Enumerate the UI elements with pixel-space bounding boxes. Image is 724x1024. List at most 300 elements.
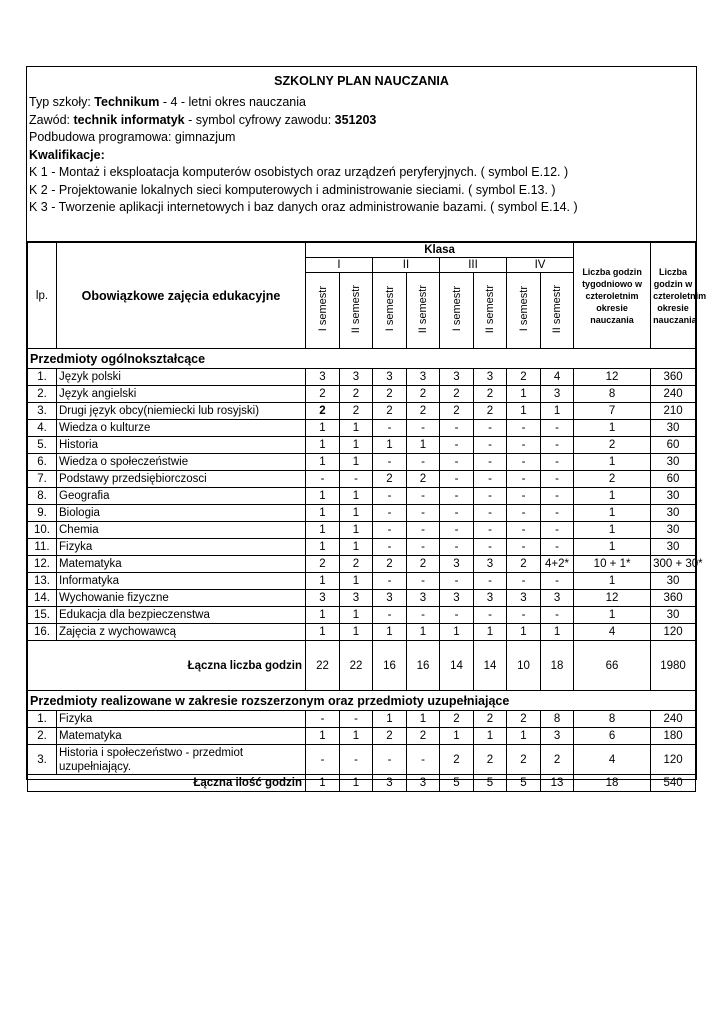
semester-hours: 2	[306, 403, 340, 420]
row-number: 6.	[28, 454, 57, 471]
semester-hours: -	[407, 607, 440, 624]
semester-header-label: II semestr	[417, 284, 429, 334]
semester-hours: 2	[507, 369, 541, 386]
semester-hours: 2	[507, 711, 541, 728]
semester-hours: -	[507, 488, 541, 505]
semester-hours: 1	[306, 539, 340, 556]
semester-hours: 1	[507, 403, 541, 420]
semester-header	[407, 273, 440, 349]
weekly-hours: 1	[574, 522, 651, 539]
school-type-line	[27, 94, 696, 112]
semester-hours: -	[407, 522, 440, 539]
semester-hours: 2	[407, 556, 440, 573]
total-hours: 60	[651, 437, 696, 454]
semester-hours: 3	[440, 590, 474, 607]
class-header-4: IV	[507, 258, 574, 273]
total-hours: 360	[651, 590, 696, 607]
semester-hours: -	[440, 471, 474, 488]
semester-hours: 1	[340, 488, 373, 505]
semester-hours: -	[474, 505, 507, 522]
semester-hours: 1	[306, 728, 340, 745]
row-number: 15.	[28, 607, 57, 624]
semester-hours: 2	[306, 556, 340, 573]
school-type-rest: - 4 - letni okres nauczania	[159, 95, 306, 109]
table-row	[28, 573, 696, 590]
semester-hours: -	[541, 437, 574, 454]
subject-name: Historia i społeczeństwo - przedmiot uzupełniający.	[57, 745, 306, 775]
row-number: 1.	[28, 711, 57, 728]
weekly-hours: 4	[574, 745, 651, 775]
semester-hours: 2	[440, 711, 474, 728]
semester-hours: 4+2*	[541, 556, 574, 573]
semester-hours: -	[440, 420, 474, 437]
semester-hours: 3	[541, 728, 574, 745]
total-hours: 60	[651, 471, 696, 488]
subject-name: Matematyka	[57, 556, 306, 573]
semester-hours: -	[541, 420, 574, 437]
sum-semester-hours: 22	[340, 641, 373, 691]
sum-semester-hours: 3	[407, 775, 440, 792]
row-number: 9.	[28, 505, 57, 522]
sum-row	[28, 641, 696, 691]
semester-hours: 1	[306, 420, 340, 437]
sum-row	[28, 775, 696, 792]
subject-name: Historia	[57, 437, 306, 454]
semester-header	[541, 273, 574, 349]
semester-hours: -	[507, 471, 541, 488]
subject-name: Język polski	[57, 369, 306, 386]
semester-header-label: I semestr	[383, 286, 396, 332]
semester-hours: -	[541, 471, 574, 488]
klasa-header: Klasa	[306, 243, 574, 258]
table-row	[28, 369, 696, 386]
semester-hours: 2	[474, 386, 507, 403]
lp-header: lp.	[28, 243, 57, 349]
weekly-hours: 2	[574, 471, 651, 488]
weekly-hours: 1	[574, 573, 651, 590]
semester-hours: 2	[507, 556, 541, 573]
sum-semester-hours: 1	[340, 775, 373, 792]
semester-hours: -	[440, 522, 474, 539]
semester-header-label: I semestr	[517, 286, 530, 332]
semester-hours: 1	[340, 573, 373, 590]
semester-hours: -	[507, 573, 541, 590]
table-row	[28, 624, 696, 641]
subject-name: Geografia	[57, 488, 306, 505]
semester-hours: -	[373, 745, 407, 775]
semester-hours: 3	[306, 369, 340, 386]
semester-hours: 2	[440, 745, 474, 775]
weekly-hours: 2	[574, 437, 651, 454]
semester-hours: -	[407, 573, 440, 590]
semester-hours: 1	[306, 454, 340, 471]
semester-hours: -	[474, 488, 507, 505]
row-number: 12.	[28, 556, 57, 573]
sum-semester-hours: 3	[373, 775, 407, 792]
weekly-hours: 1	[574, 488, 651, 505]
weekly-hours: 1	[574, 505, 651, 522]
total-hours: 30	[651, 607, 696, 624]
semester-hours: -	[440, 454, 474, 471]
weekly-hours: 7	[574, 403, 651, 420]
semester-hours: 2	[474, 745, 507, 775]
subject-name: Wiedza o społeczeństwie	[57, 454, 306, 471]
semester-hours: 2	[306, 386, 340, 403]
class-header-2: II	[373, 258, 440, 273]
semester-hours: 1	[541, 403, 574, 420]
row-number: 10.	[28, 522, 57, 539]
total-hours: 300 + 30*	[651, 556, 696, 573]
semester-hours: -	[474, 454, 507, 471]
total-hours: 30	[651, 539, 696, 556]
semester-hours: -	[541, 573, 574, 590]
profession-label: Zawód:	[29, 112, 74, 127]
semester-hours: 1	[440, 728, 474, 745]
semester-hours: -	[407, 745, 440, 775]
weekly-hours: 12	[574, 369, 651, 386]
semester-hours: 1	[407, 624, 440, 641]
subject-name: Edukacja dla bezpieczenstwa	[57, 607, 306, 624]
semester-hours: 3	[474, 590, 507, 607]
sum-total-hours: 1980	[651, 641, 696, 691]
total-hours: 30	[651, 420, 696, 437]
total-hours: 30	[651, 488, 696, 505]
table-row	[28, 471, 696, 488]
semester-hours: 2	[373, 386, 407, 403]
semester-hours: 3	[407, 369, 440, 386]
semester-hours: -	[373, 488, 407, 505]
semester-hours: -	[340, 745, 373, 775]
semester-hours: 3	[507, 590, 541, 607]
total-hours: 360	[651, 369, 696, 386]
semester-hours: -	[507, 454, 541, 471]
semester-hours: 8	[541, 711, 574, 728]
total-hours: 180	[651, 728, 696, 745]
semester-hours: 3	[340, 590, 373, 607]
semester-hours: 2	[340, 403, 373, 420]
sum-semester-hours: 5	[507, 775, 541, 792]
total-hours: 120	[651, 624, 696, 641]
semester-hours: 1	[306, 437, 340, 454]
semester-hours: -	[373, 420, 407, 437]
sum-label: Łączna ilość godzin	[28, 775, 306, 792]
semester-hours: 1	[306, 573, 340, 590]
semester-header-label: II semestr	[551, 284, 564, 334]
qualification-k2: K 2 - Projektowanie lokalnych sieci komputerowych i administrowanie sieciami. ( symbol E.13. )	[29, 182, 556, 197]
semester-hours: 2	[340, 556, 373, 573]
semester-hours: 2	[373, 556, 407, 573]
semester-hours: -	[306, 745, 340, 775]
weekly-hours-header: Liczba godzin tygodniowo w czteroletnim okresie nauczania	[574, 243, 651, 349]
semester-hours: -	[474, 420, 507, 437]
semester-hours: 2	[373, 728, 407, 745]
semester-hours: -	[407, 488, 440, 505]
total-hours: 30	[651, 522, 696, 539]
semester-hours: -	[474, 522, 507, 539]
document-page	[26, 66, 707, 789]
semester-header	[306, 273, 340, 349]
row-number: 8.	[28, 488, 57, 505]
semester-hours: -	[474, 437, 507, 454]
sum-semester-hours: 16	[407, 641, 440, 691]
semester-hours: -	[507, 437, 541, 454]
sum-weekly-hours: 18	[574, 775, 651, 792]
semester-hours: -	[507, 607, 541, 624]
subject-name: Informatyka	[57, 573, 306, 590]
semester-hours: -	[474, 573, 507, 590]
semester-hours: 1	[474, 624, 507, 641]
sum-semester-hours: 18	[541, 641, 574, 691]
semester-hours: -	[407, 539, 440, 556]
qualification-k3: K 3 - Tworzenie aplikacji internetowych i baz danych oraz administrowanie bazami. ( symbol E.14. )	[29, 200, 578, 214]
weekly-hours: 1	[574, 607, 651, 624]
table-row	[28, 420, 696, 437]
row-number: 3.	[28, 745, 57, 775]
subject-name: Matematyka	[57, 728, 306, 745]
semester-hours: -	[541, 607, 574, 624]
semester-hours: 2	[407, 471, 440, 488]
semester-header	[507, 273, 541, 349]
semester-hours: 3	[407, 590, 440, 607]
table-row	[28, 522, 696, 539]
school-type-label: Typ szkoły:	[29, 95, 95, 109]
semester-hours: 3	[340, 369, 373, 386]
row-number: 4.	[28, 420, 57, 437]
semester-hours: 1	[340, 522, 373, 539]
total-hours: 30	[651, 573, 696, 590]
total-hours: 30	[651, 505, 696, 522]
table-row	[28, 590, 696, 607]
weekly-hours: 1	[574, 420, 651, 437]
total-hours: 120	[651, 745, 696, 775]
section-title: Przedmioty realizowane w zakresie rozszerzonym oraz przedmioty uzupełniające	[28, 691, 696, 711]
document-header	[27, 74, 696, 242]
weekly-hours: 1	[574, 454, 651, 471]
semester-hours: -	[440, 607, 474, 624]
semester-hours: 1	[340, 454, 373, 471]
semester-hours: 1	[507, 728, 541, 745]
semester-hours: -	[306, 711, 340, 728]
semester-hours: -	[541, 522, 574, 539]
semester-hours: 1	[407, 711, 440, 728]
semester-hours: 1	[541, 624, 574, 641]
row-number: 13.	[28, 573, 57, 590]
weekly-hours: 4	[574, 624, 651, 641]
semester-hours: -	[541, 539, 574, 556]
semester-header-label: I semestr	[450, 286, 463, 332]
table-row	[28, 728, 696, 745]
subject-name: Język angielski	[57, 386, 306, 403]
school-type: Technikum	[94, 95, 160, 109]
table-row	[28, 437, 696, 454]
semester-hours: -	[507, 539, 541, 556]
semester-hours: 1	[340, 624, 373, 641]
semester-hours: -	[407, 454, 440, 471]
semester-hours: -	[474, 471, 507, 488]
semester-hours: 2	[407, 728, 440, 745]
semester-header-label: II semestr	[350, 284, 362, 334]
row-number: 11.	[28, 539, 57, 556]
table-row	[28, 711, 696, 728]
sum-semester-hours: 5	[440, 775, 474, 792]
semester-hours: 4	[541, 369, 574, 386]
table-row	[28, 607, 696, 624]
subject-name: Wychowanie fizyczne	[57, 590, 306, 607]
semester-hours: 3	[541, 590, 574, 607]
curriculum-table	[27, 242, 707, 792]
sum-semester-hours: 14	[440, 641, 474, 691]
semester-hours: -	[407, 505, 440, 522]
semester-hours: 2	[407, 403, 440, 420]
row-number: 2.	[28, 728, 57, 745]
subject-name: Podstawy przedsiębiorczosci	[57, 471, 306, 488]
sum-semester-hours: 16	[373, 641, 407, 691]
semester-hours: 1	[507, 386, 541, 403]
semester-hours: 3	[440, 556, 474, 573]
subject-name: Zajęcia z wychowawcą	[57, 624, 306, 641]
semester-hours: -	[373, 573, 407, 590]
profession-mid: - symbol cyfrowy zawodu:	[184, 112, 335, 127]
semester-hours: -	[407, 420, 440, 437]
table-row	[28, 539, 696, 556]
sum-total-hours: 540	[651, 775, 696, 792]
profession-code: 351203	[334, 112, 377, 127]
section-title: Przedmioty ogólnokształcące	[28, 349, 696, 369]
semester-hours: 1	[373, 624, 407, 641]
row-number: 14.	[28, 590, 57, 607]
semester-hours: 1	[306, 607, 340, 624]
semester-hours: -	[306, 471, 340, 488]
semester-hours: 2	[474, 403, 507, 420]
semester-hours: 3	[373, 369, 407, 386]
row-number: 1.	[28, 369, 57, 386]
semester-hours: -	[373, 607, 407, 624]
row-number: 7.	[28, 471, 57, 488]
semester-hours: 1	[474, 728, 507, 745]
semester-hours: -	[474, 607, 507, 624]
class-header-3: III	[440, 258, 507, 273]
sum-weekly-hours: 66	[574, 641, 651, 691]
weekly-hours: 6	[574, 728, 651, 745]
semester-header-label: II semestr	[484, 284, 496, 334]
row-number: 16.	[28, 624, 57, 641]
profession-line	[27, 112, 696, 130]
table-row	[28, 454, 696, 471]
sum-label: Łączna liczba godzin	[28, 641, 306, 691]
sum-semester-hours: 14	[474, 641, 507, 691]
semester-hours: 2	[440, 403, 474, 420]
table-row	[28, 505, 696, 522]
sum-semester-hours: 10	[507, 641, 541, 691]
subject-name: Fizyka	[57, 539, 306, 556]
semester-header-label: I semestr	[316, 286, 329, 332]
semester-hours: 1	[306, 488, 340, 505]
page-title: SZKOLNY PLAN NAUCZANIA	[274, 74, 449, 88]
row-number: 5.	[28, 437, 57, 454]
semester-hours: -	[373, 539, 407, 556]
row-number: 2.	[28, 386, 57, 403]
semester-hours: 1	[306, 624, 340, 641]
semester-hours: -	[340, 471, 373, 488]
semester-hours: 2	[373, 403, 407, 420]
semester-hours: 1	[340, 505, 373, 522]
semester-hours: -	[541, 454, 574, 471]
table-row	[28, 745, 696, 775]
semester-header	[474, 273, 507, 349]
semester-hours: 2	[440, 386, 474, 403]
semester-hours: 1	[340, 728, 373, 745]
semester-hours: 1	[340, 539, 373, 556]
semester-hours: 1	[507, 624, 541, 641]
semester-hours: -	[474, 539, 507, 556]
semester-hours: 1	[340, 420, 373, 437]
semester-hours: -	[373, 522, 407, 539]
semester-hours: -	[440, 505, 474, 522]
semester-hours: 2	[407, 386, 440, 403]
semester-hours: 3	[440, 369, 474, 386]
semester-hours: -	[440, 437, 474, 454]
semester-hours: -	[373, 505, 407, 522]
semester-hours: -	[440, 539, 474, 556]
subject-name: Fizyka	[57, 711, 306, 728]
semester-hours: 3	[474, 369, 507, 386]
table-row	[28, 386, 696, 403]
weekly-hours: 8	[574, 386, 651, 403]
semester-header	[440, 273, 474, 349]
semester-hours: 2	[474, 711, 507, 728]
semester-hours: -	[541, 488, 574, 505]
semester-hours: 1	[440, 624, 474, 641]
table-row	[28, 488, 696, 505]
weekly-hours: 10 + 1*	[574, 556, 651, 573]
subject-name: Biologia	[57, 505, 306, 522]
semester-header	[373, 273, 407, 349]
weekly-hours: 8	[574, 711, 651, 728]
semester-hours: 1	[340, 607, 373, 624]
semester-hours: -	[340, 711, 373, 728]
semester-hours: 1	[306, 522, 340, 539]
semester-hours: 1	[407, 437, 440, 454]
semester-hours: 2	[507, 745, 541, 775]
semester-hours: -	[373, 454, 407, 471]
semester-hours: 3	[541, 386, 574, 403]
semester-hours: 2	[373, 471, 407, 488]
table-row	[28, 403, 696, 420]
subject-name: Chemia	[57, 522, 306, 539]
semester-hours: 1	[373, 711, 407, 728]
qualification-k1: K 1 - Montaż i eksploatacja komputerów osobistych oraz urządzeń peryferyjnych. ( symbol E.12. )	[29, 165, 569, 179]
base-line: Podbudowa programowa: gimnazjum	[29, 130, 236, 144]
semester-hours: 3	[373, 590, 407, 607]
semester-hours: -	[440, 488, 474, 505]
semester-hours: 3	[474, 556, 507, 573]
subjects-header: Obowiązkowe zajęcia edukacyjne	[57, 243, 306, 349]
subject-name: Wiedza o kulturze	[57, 420, 306, 437]
semester-hours: -	[541, 505, 574, 522]
subject-name: Drugi język obcy(niemiecki lub rosyjski)	[57, 403, 306, 420]
total-hours: 30	[651, 454, 696, 471]
sum-semester-hours: 22	[306, 641, 340, 691]
semester-hours: 1	[306, 505, 340, 522]
semester-hours: -	[507, 522, 541, 539]
total-hours-header: Liczba godzin w czteroletnim okresie nauczania	[651, 243, 696, 349]
semester-hours: 2	[541, 745, 574, 775]
semester-hours: -	[507, 420, 541, 437]
semester-hours: 1	[373, 437, 407, 454]
semester-hours: 2	[340, 386, 373, 403]
sum-semester-hours: 13	[541, 775, 574, 792]
semester-hours: 1	[340, 437, 373, 454]
